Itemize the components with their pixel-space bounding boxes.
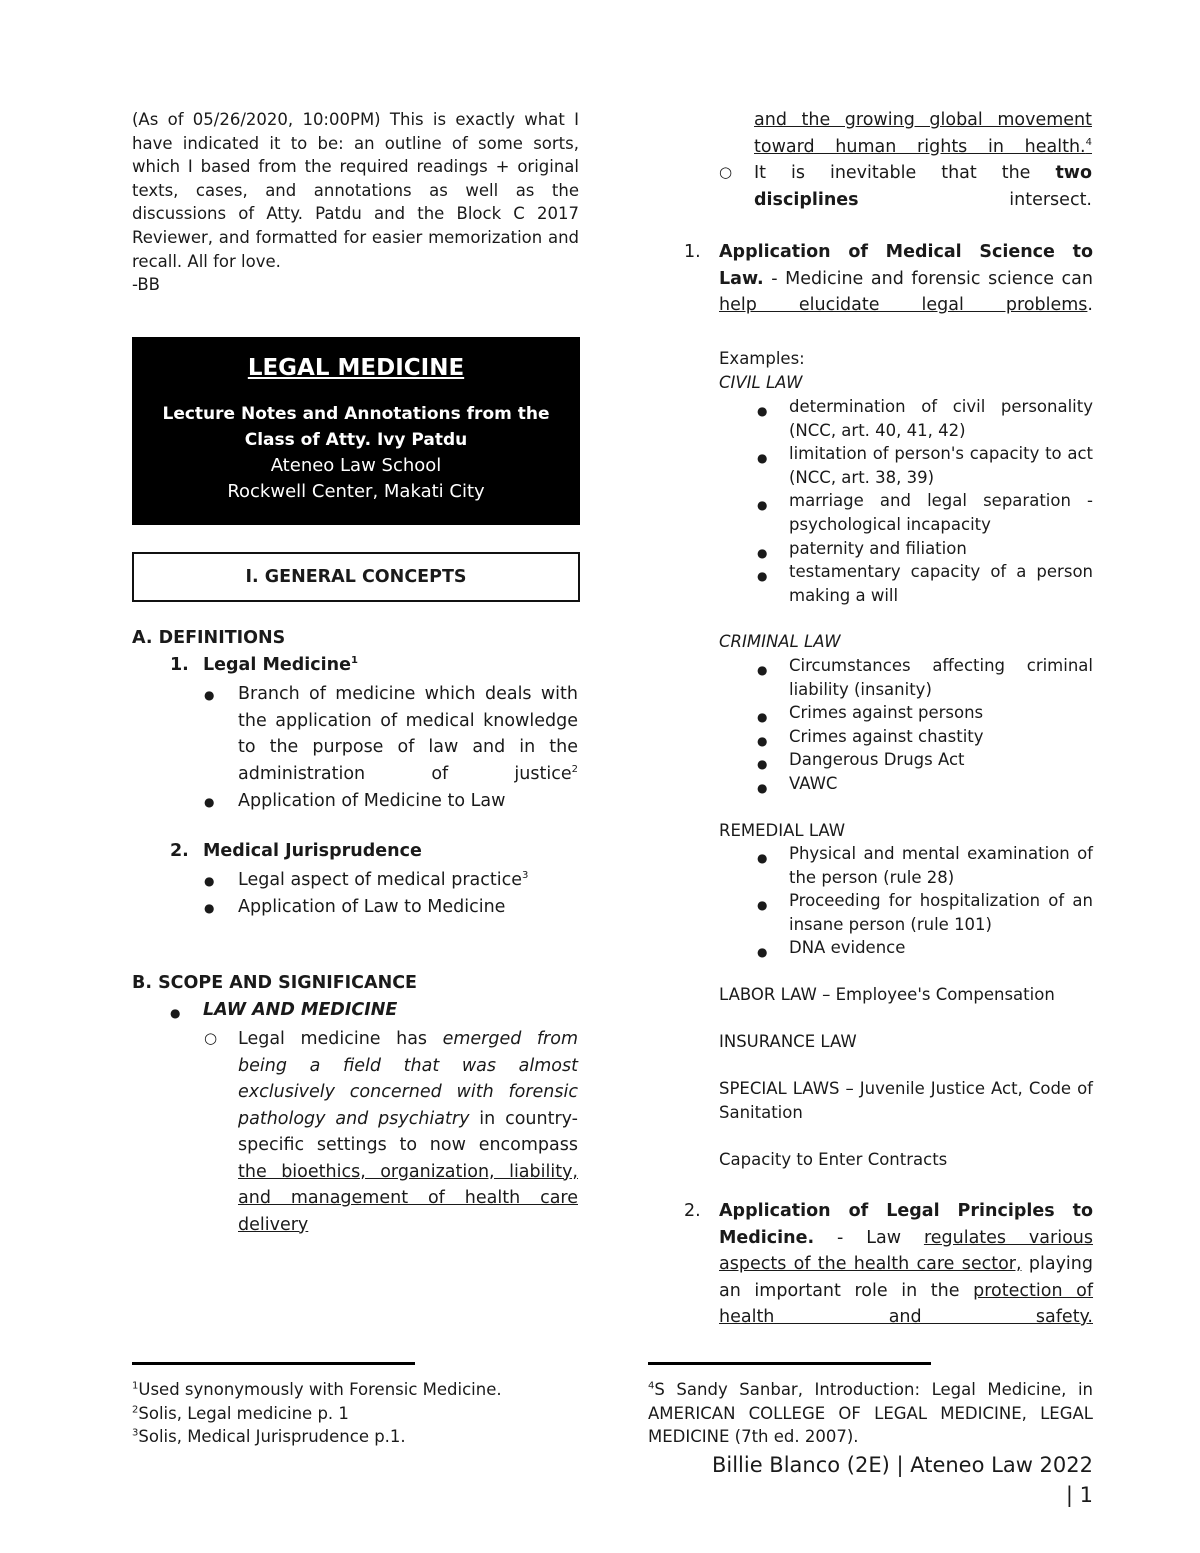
- application-1-title: Application of Medical Science to Law.: [719, 242, 1093, 289]
- list-item: ● Proceeding for hospitalization of an insane person (rule 101): [757, 891, 1093, 934]
- bullet-icon: ●: [170, 1006, 181, 1020]
- scope-paragraph-1: [238, 1026, 578, 1238]
- insurance-law-label: INSURANCE LAW: [719, 1032, 857, 1051]
- bullet-icon: ●: [204, 795, 215, 809]
- footnote-ref-3: 3: [521, 870, 529, 882]
- hollow-bullet-icon: ○: [204, 1029, 218, 1047]
- bullet-icon: ●: [757, 545, 768, 560]
- bullet-icon: ●: [757, 780, 768, 795]
- footnote-4: $^4$S Sandy Sanbar, Introduction: Legal Medicine, in AMERICAN COLLEGE OF LEGAL MEDICINE, LEGAL MEDICINE (7th ed. 2007).: [648, 1380, 1093, 1446]
- list-item: ● paternity and filiation: [719, 537, 1093, 561]
- page-footer: Billie Blanco (2E) | Ateneo Law 2022 | 1: [711, 1453, 1093, 1507]
- document-subtitle-1: Lecture Notes and Annotations from the: [162, 404, 550, 424]
- definition-2-bullet-1: [238, 867, 528, 894]
- labor-law-label: LABOR LAW – Employee's Compensation: [719, 985, 1055, 1004]
- school-name: Ateneo Law School: [270, 455, 442, 476]
- bullet-icon: ●: [757, 569, 768, 584]
- bullet-icon: ●: [757, 404, 768, 418]
- list-item: ● testamentary capacity of a person making a will: [757, 562, 1093, 605]
- document-title: LEGAL MEDICINE: [247, 355, 465, 381]
- bullet-icon: ●: [204, 874, 215, 888]
- bullet-icon: ●: [204, 901, 215, 915]
- definition-2-bullet-1-text: Legal aspect of medical practice: [238, 870, 522, 890]
- application-2-number: 2.: [684, 1201, 701, 1221]
- remedial-law-label: REMEDIAL LAW: [719, 821, 846, 840]
- capacity-label: Capacity to Enter Contracts: [719, 1150, 948, 1169]
- remedial-law-list: [719, 842, 1093, 960]
- definition-1-bullet-1: [238, 681, 578, 787]
- application-2-paragraph: Application of Legal Principles to Medicine. - Law regulates various aspects of the health care sector, playing an important role in the protection of health and safety.: [719, 1201, 1094, 1327]
- application-2-title: Application of Legal Principles to Medicine.: [719, 1201, 1093, 1248]
- intro-note: [132, 108, 579, 297]
- list-item: ● Circumstances affecting criminal liability (insanity): [757, 656, 1093, 699]
- list-item: ● Crimes against persons: [719, 701, 1093, 725]
- scope-paragraph-1-continued: [754, 107, 1092, 160]
- scope-paragraph-2: It is inevitable that the two disciplines intersect.: [754, 163, 1092, 210]
- footnote-ref-2: 2: [571, 763, 578, 775]
- bullet-icon: ●: [757, 498, 768, 513]
- list-item: ● DNA evidence: [719, 936, 1093, 960]
- civil-law-label: CIVIL LAW: [719, 373, 803, 392]
- definition-1-bullet-2: Application of Medicine to Law: [238, 791, 506, 811]
- footnotes-left: [132, 1378, 502, 1449]
- list-item: ● Physical and mental examination of the person (rule 28): [757, 844, 1093, 887]
- list-item: ● VAWC: [719, 772, 1093, 796]
- footnote-separator-right: [648, 1362, 931, 1365]
- bullet-icon: ●: [757, 757, 768, 772]
- application-1-number: 1.: [684, 242, 701, 262]
- footnote-3: $^3$Solis, Medical Jurisprudence p.1.: [132, 1427, 406, 1446]
- title-box: [132, 337, 580, 525]
- bullet-icon: ●: [757, 710, 768, 725]
- scope-p1-italic: emerged from being a field that was almost exclusively concerned with forensic pathology and psychiatry: [238, 1029, 579, 1129]
- intro-text: (As of 05/26/2020, 10:00PM) This is exactly what I have indicated it to be: an outline of some sorts, which I based from the required readings + original texts, cases, and annotations as well as the discussions of Atty. Patdu and the Block C 2017 Reviewer, and formatted for easier memorization and recall. All for love.: [132, 110, 579, 271]
- bullet-icon: ●: [757, 733, 768, 748]
- definition-1-bullet-1-text: Branch of medicine which deals with the application of medical knowledge to the purpose of law and in the administration of justice: [238, 684, 578, 784]
- bullet-icon: ●: [204, 688, 215, 702]
- footnote-1: $^1$Used synonymously with Forensic Medicine.: [132, 1380, 502, 1399]
- section-heading-box: I. GENERAL CONCEPTS: [132, 552, 580, 602]
- application-1-paragraph: Application of Medical Science to Law. - Medicine and forensic science can help elucidate legal problems.: [719, 242, 1093, 315]
- footnote-2: $^2$Solis, Legal medicine p. 1: [132, 1403, 349, 1423]
- document-subtitle-2: Class of Atty. Ivy Patdu: [244, 430, 468, 450]
- footnote-ref-1: 1: [350, 655, 358, 667]
- footnote-separator-left: [132, 1362, 415, 1365]
- school-location: Rockwell Center, Makati City: [227, 481, 485, 502]
- definitions-heading: A. DEFINITIONS: [132, 628, 286, 648]
- bullet-icon: ●: [757, 898, 768, 913]
- list-item: ● limitation of person's capacity to act (NCC, art. 38, 39): [757, 444, 1093, 487]
- intro-signoff: -BB: [132, 275, 161, 295]
- definition-1-title-text: Legal Medicine: [203, 655, 351, 675]
- list-item: ● marriage and legal separation - psychological incapacity: [757, 491, 1093, 534]
- criminal-law-label: CRIMINAL LAW: [719, 632, 841, 651]
- list-item: ● Dangerous Drugs Act: [719, 748, 1093, 772]
- scope-heading: B. SCOPE AND SIGNIFICANCE: [132, 973, 418, 993]
- definition-2-bullet-2: Application of Law to Medicine: [238, 897, 506, 917]
- scope-p1-lead: Legal medicine has: [238, 1029, 443, 1049]
- bullet-icon: ●: [757, 851, 768, 865]
- civil-law-list: [719, 395, 1093, 607]
- bullet-icon: ●: [757, 451, 768, 466]
- list-item: ● Crimes against chastity: [719, 725, 1093, 749]
- scope-subheading: LAW AND MEDICINE: [203, 1000, 398, 1020]
- definition-1-title: [203, 655, 358, 675]
- bullet-icon: ●: [757, 945, 768, 960]
- scope-p1-underlined: the bioethics, organization, liability, and management of health care delivery: [238, 1161, 578, 1235]
- scope-p1-cont-text: and the growing global movement toward human rights in health.: [754, 110, 1092, 157]
- examples-label: Examples:: [719, 349, 805, 368]
- definition-2-number: 2.: [170, 841, 189, 861]
- definition-1-number: 1.: [170, 655, 189, 675]
- scope-p1-mid: in country-specific settings to now encompass: [238, 1108, 579, 1155]
- definition-2-title: Medical Jurisprudence: [203, 841, 422, 861]
- criminal-law-list: [719, 654, 1093, 796]
- special-laws-label: SPECIAL LAWS – Juvenile Justice Act, Code of Sanitation: [719, 1079, 1093, 1122]
- bullet-icon: ●: [757, 663, 768, 677]
- footnote-ref-4: 4: [1085, 136, 1092, 148]
- list-item: ● determination of civil personality (NCC, art. 40, 41, 42): [757, 397, 1093, 440]
- hollow-bullet-icon: ○: [719, 163, 733, 181]
